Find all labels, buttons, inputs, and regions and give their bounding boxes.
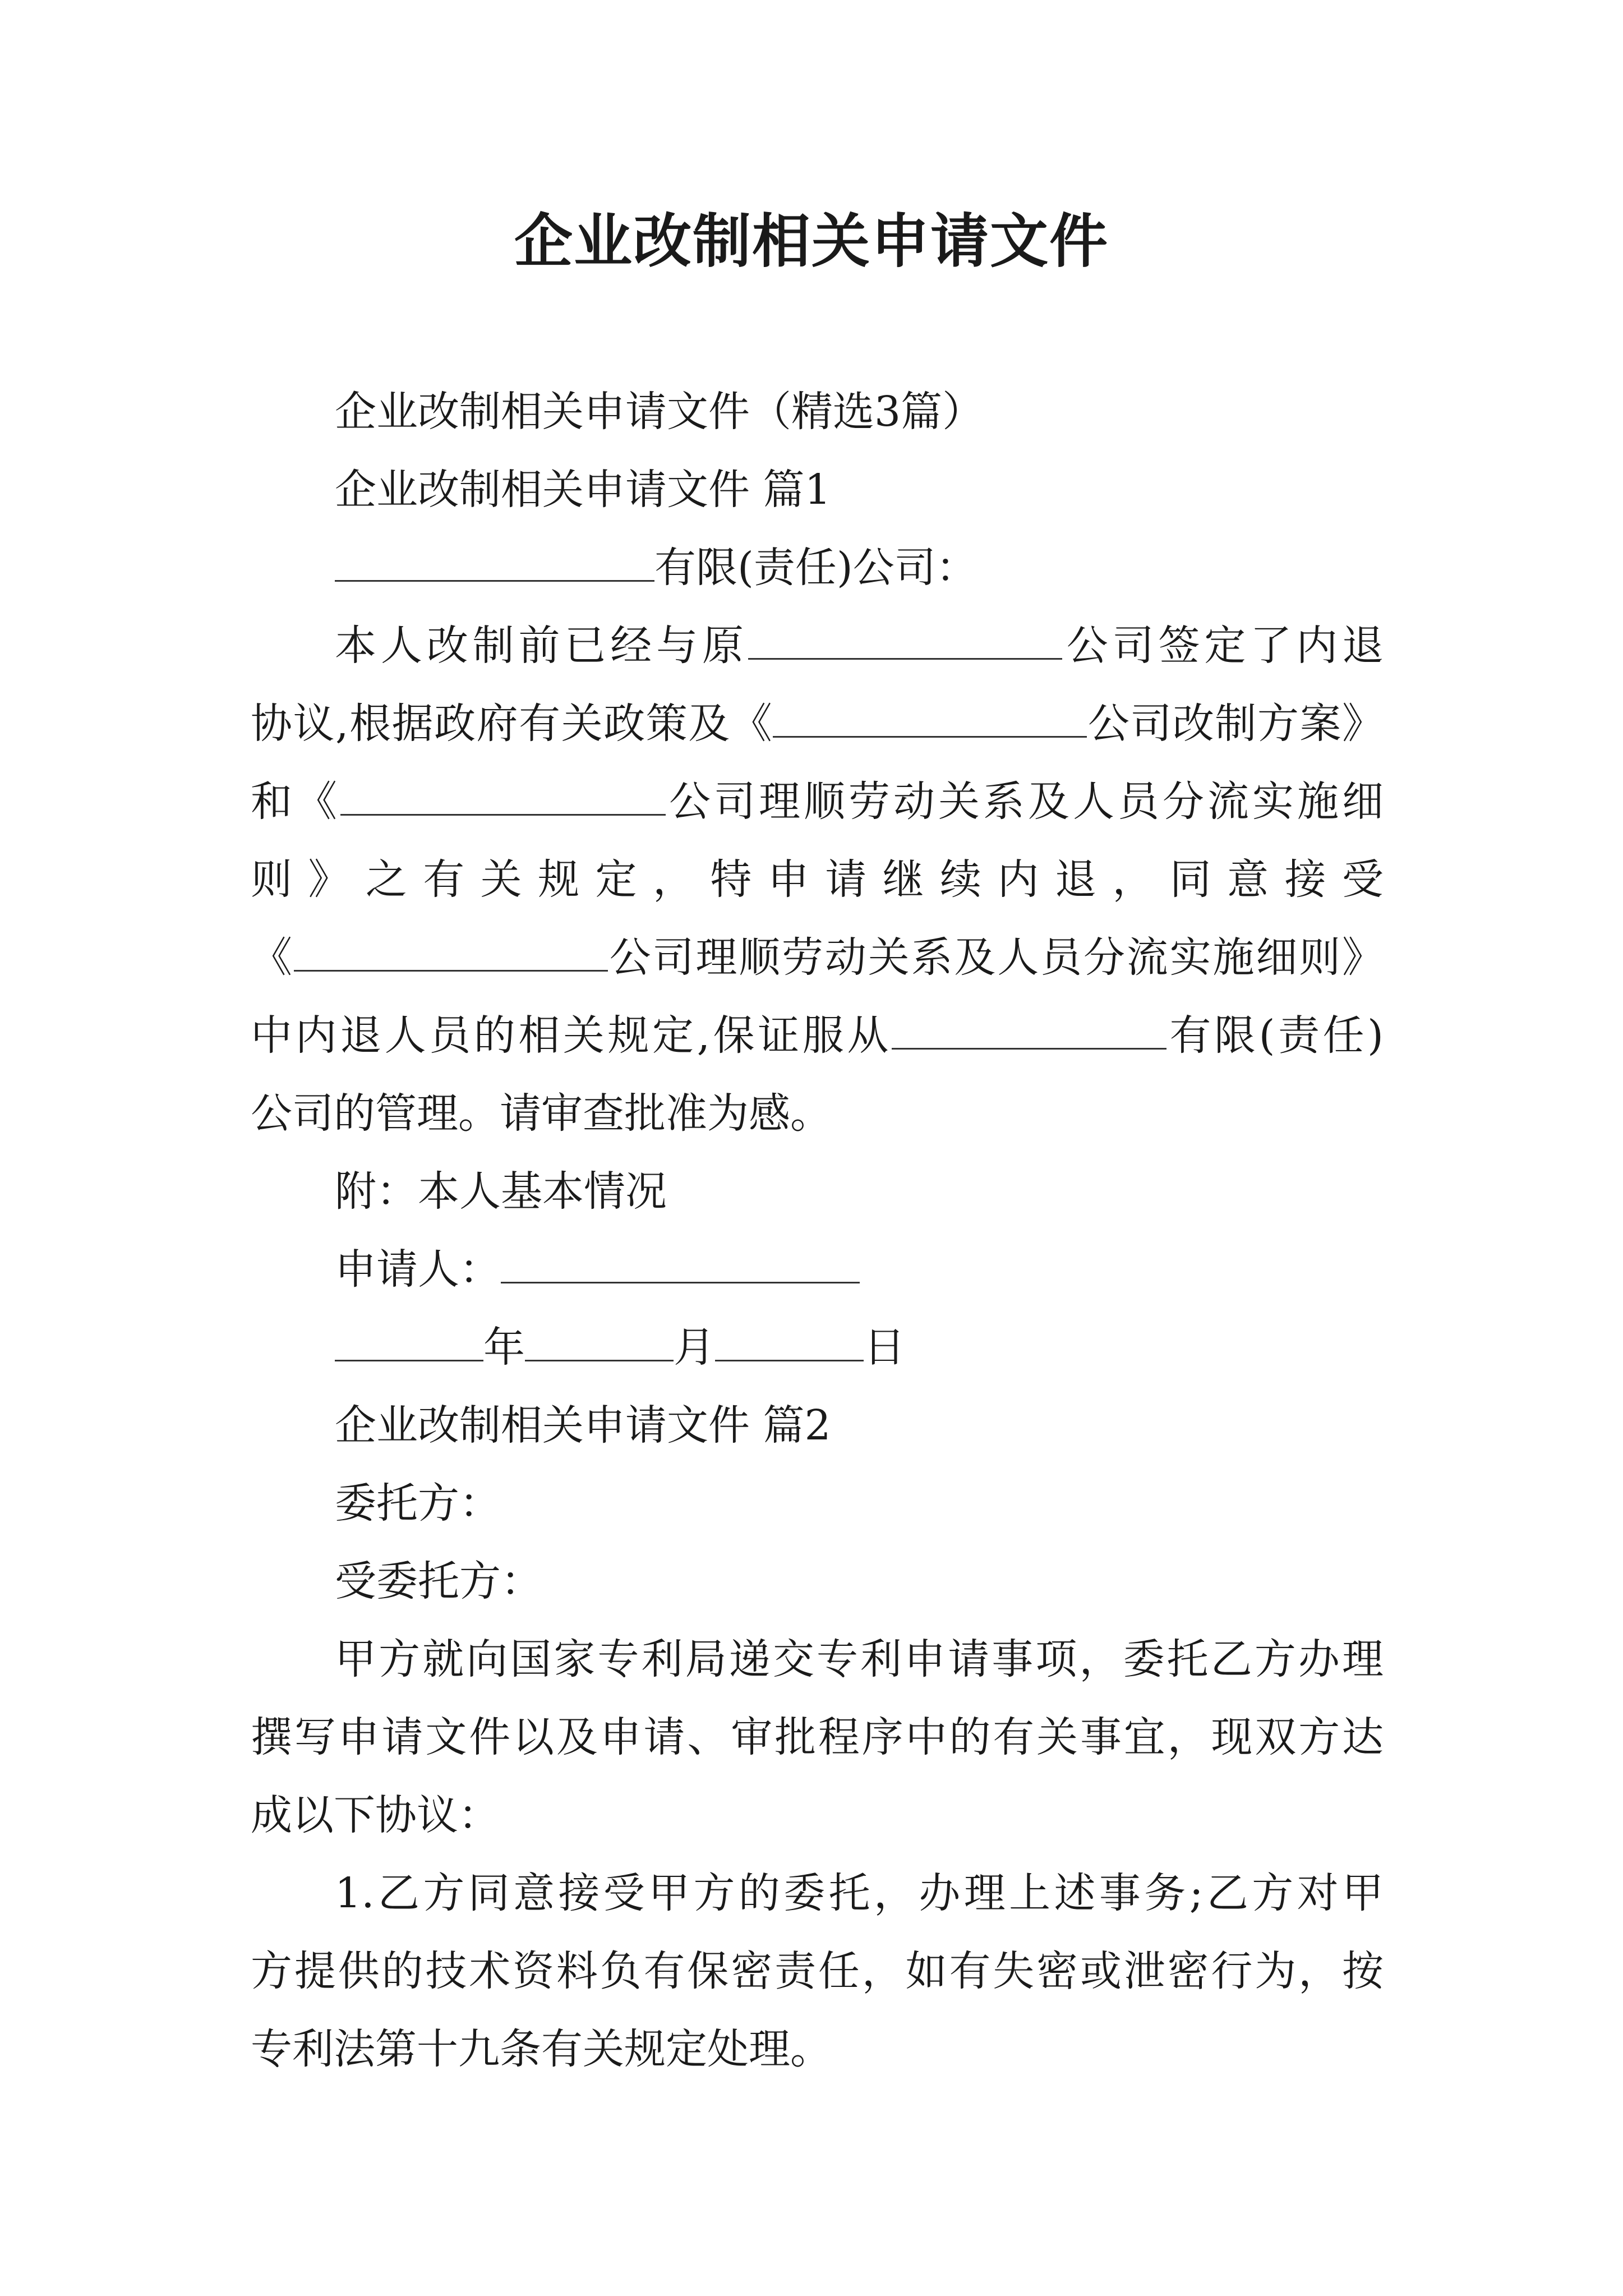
year-blank: [335, 1325, 483, 1361]
subtitle: 企业改制相关申请文件（精选3篇）: [335, 388, 984, 436]
company-name-blank: [335, 545, 654, 582]
agent-line: 受委托方：: [335, 1557, 542, 1605]
para1-line3: [251, 763, 1384, 841]
applicant-blank: [501, 1247, 860, 1283]
para2-line2: 撰写申请文件以及申请、审批程序中的有关事宜，现双方达: [251, 1713, 1384, 1761]
text-segment: 《: [251, 933, 294, 982]
company-blank: [340, 779, 666, 816]
addressee-line: [251, 529, 1384, 607]
text-segment: 公司理顺劳动关系及人员分流实施细: [666, 777, 1384, 826]
addressee-suffix: 有限(责任)公司：: [654, 544, 978, 592]
section1-heading: 企业改制相关申请文件 篇1: [335, 466, 831, 514]
company-blank: [773, 701, 1087, 738]
text-segment: 和《: [251, 777, 340, 826]
para1-line4: 则》之有关规定，特申请继续内退，同意接受: [251, 855, 1384, 904]
text-segment: 协议,根据政府有关政策及《: [251, 700, 773, 748]
text-segment: 中内退人员的相关规定,保证服从: [251, 1011, 892, 1060]
document-body: [251, 373, 1384, 2088]
month-blank: [525, 1325, 674, 1361]
para1-line2: [251, 685, 1384, 763]
para1-line6: [251, 997, 1384, 1075]
para3-line2: 方提供的技术资料负有保密责任，如有失密或泄密行为，按: [251, 1947, 1384, 1995]
date-line: [251, 1309, 1384, 1387]
para2-line3: 成以下协议：: [251, 1791, 500, 1839]
attachment-line: 附：本人基本情况: [335, 1167, 667, 1216]
text-segment: 本人改制前已经与原: [335, 622, 748, 670]
para1-line1: [251, 607, 1384, 685]
para1-line5: [251, 919, 1384, 997]
para2-line1: 甲方就向国家专利局递交专利申请事项，委托乙方办理: [335, 1635, 1384, 1683]
para3-line3: 专利法第十九条有关规定处理。: [251, 2025, 832, 2073]
month-label: 月: [674, 1323, 715, 1372]
applicant-line: [251, 1231, 1384, 1309]
document-title: 企业改制相关申请文件: [514, 206, 1109, 275]
day-blank: [715, 1325, 864, 1361]
para3-line1: 1.乙方同意接受甲方的委托，办理上述事务;乙方对甲: [335, 1869, 1384, 1917]
company-blank: [892, 1013, 1166, 1050]
text-segment: 有限(责任): [1166, 1011, 1384, 1060]
principal-line: 委托方：: [335, 1479, 501, 1527]
section2-heading: 企业改制相关申请文件 篇2: [335, 1401, 831, 1450]
day-label: 日: [864, 1323, 905, 1372]
text-segment: 公司签定了内退: [1062, 622, 1384, 670]
para1-line7: 公司的管理。请审查批准为感。: [251, 1089, 832, 1138]
company-blank: [748, 623, 1062, 660]
text-segment: 公司改制方案》: [1087, 700, 1384, 748]
applicant-label: 申请人：: [335, 1245, 501, 1294]
company-blank: [294, 935, 608, 972]
text-segment: 公司理顺劳动关系及人员分流实施细则》: [607, 933, 1384, 982]
year-label: 年: [483, 1323, 525, 1372]
